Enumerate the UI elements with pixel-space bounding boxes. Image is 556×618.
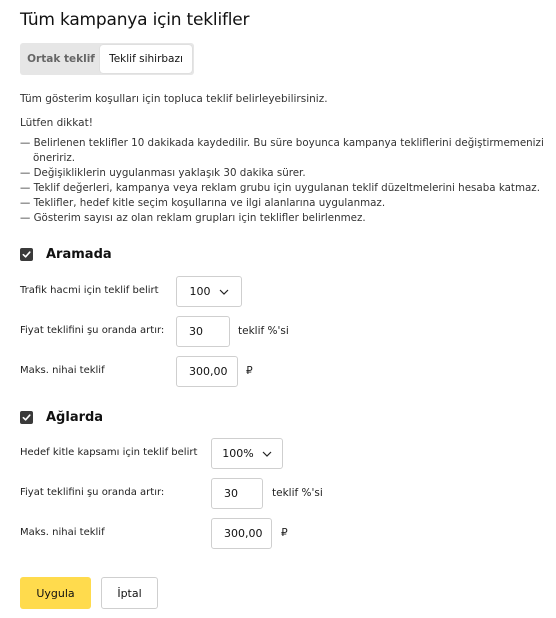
networks-currency: ₽ xyxy=(281,527,288,539)
check-icon xyxy=(22,413,31,422)
search-max-input[interactable] xyxy=(176,356,238,387)
search-checkbox[interactable] xyxy=(20,248,33,261)
notice-item: — Belirlenen teklifler 10 dakikada kaydedilir. Bu süre boyunca kampanya tekliflerini değiştirmemenizi öneririz. xyxy=(20,136,550,166)
notice-item: — Değişikliklerin uygulanması yaklaşık 30 dakika sürer. xyxy=(20,166,550,181)
networks-max-value: 300,00 xyxy=(224,527,263,540)
notice-title: Lütfen dikkat! xyxy=(20,117,93,129)
search-currency: ₽ xyxy=(246,365,253,377)
intro-text: Tüm gösterim koşulları için topluca teklif belirleyebilirsiniz. xyxy=(20,93,328,105)
traffic-label: Trafik hacmi için teklif belirt xyxy=(20,285,159,296)
coverage-select[interactable] xyxy=(211,438,283,469)
networks-increase-suffix: teklif %'si xyxy=(272,487,323,499)
chevron-down-icon xyxy=(262,451,272,457)
notice-list xyxy=(20,136,550,226)
traffic-select-value: 100 xyxy=(189,285,211,298)
traffic-select[interactable] xyxy=(176,276,242,307)
search-increase-value: 30 xyxy=(189,325,203,338)
search-max-value: 300,00 xyxy=(189,365,228,378)
chevron-down-icon xyxy=(219,289,229,295)
coverage-select-value: 100% xyxy=(222,447,254,460)
tab-bid-wizard[interactable]: Teklif sihirbazı xyxy=(100,45,192,73)
notice-item: — Teklif değerleri, kampanya veya reklam grubu için uygulanan teklif düzeltmelerini hesaba katmaz. xyxy=(20,181,550,196)
apply-button[interactable]: Uygula xyxy=(20,577,91,609)
check-icon xyxy=(22,250,31,259)
networks-section-header xyxy=(20,410,103,425)
tab-common-bid[interactable]: Ortak teklif xyxy=(27,53,95,65)
networks-max-input[interactable] xyxy=(211,518,272,549)
networks-increase-value: 30 xyxy=(224,487,238,500)
cancel-button[interactable]: İptal xyxy=(101,577,158,609)
search-increase-label: Fiyat teklifini şu oranda artır: xyxy=(20,325,165,336)
search-section-label: Aramada xyxy=(46,247,112,262)
networks-max-label: Maks. nihai teklif xyxy=(20,527,105,538)
search-section-header xyxy=(20,247,112,262)
search-increase-suffix: teklif %'si xyxy=(238,325,289,337)
search-max-label: Maks. nihai teklif xyxy=(20,365,105,376)
page-title: Tüm kampanya için teklifler xyxy=(20,10,250,30)
notice-item: — Gösterim sayısı az olan reklam grupları için teklifler belirlenmez. xyxy=(20,211,550,226)
notice-item: — Teklifler, hedef kitle seçim koşullarına ve ilgi alanlarına uygulanmaz. xyxy=(20,196,550,211)
search-increase-input[interactable] xyxy=(176,316,230,347)
networks-section-label: Ağlarda xyxy=(46,410,104,425)
networks-increase-input[interactable] xyxy=(211,478,263,509)
coverage-label: Hedef kitle kapsamı için teklif belirt xyxy=(20,447,198,458)
bid-mode-tabs xyxy=(20,43,194,75)
networks-increase-label: Fiyat teklifini şu oranda artır: xyxy=(20,487,165,498)
networks-checkbox[interactable] xyxy=(20,411,33,424)
